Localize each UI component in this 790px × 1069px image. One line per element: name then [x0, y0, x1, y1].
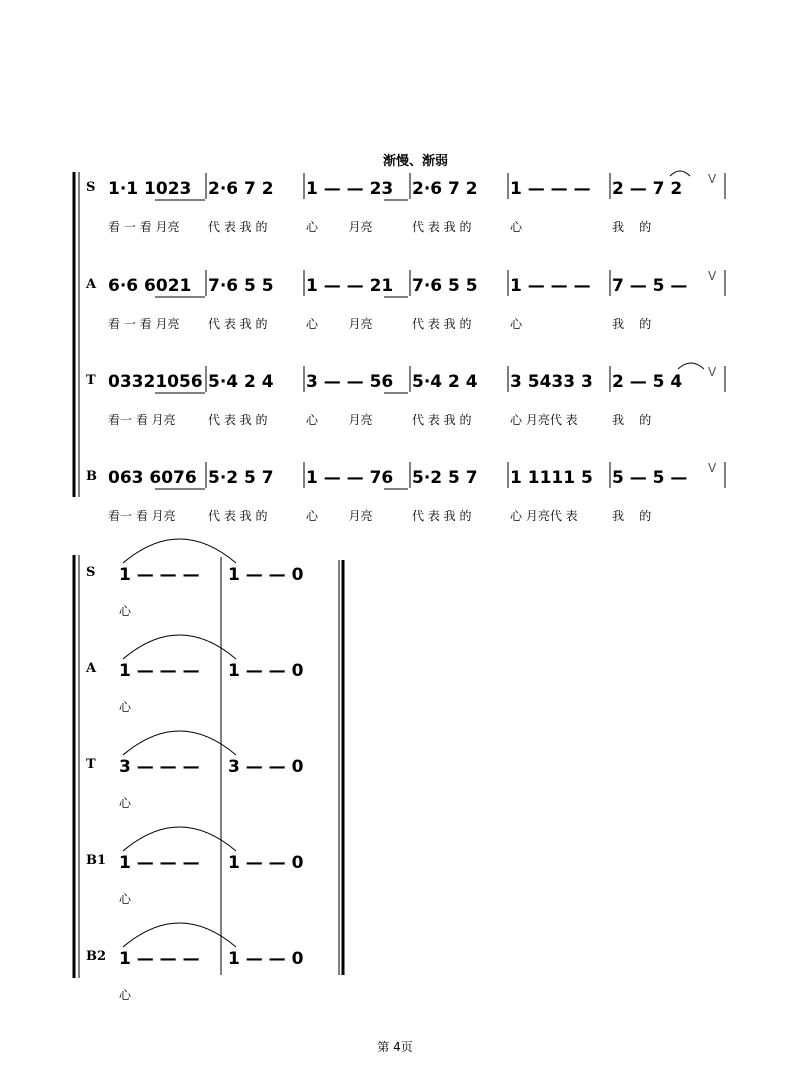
page-number: 第 4页: [377, 1040, 413, 1054]
measure-notes: 7 — 5 —: [612, 276, 688, 296]
measure-notes: 1 — — —: [119, 661, 200, 681]
measure-notes: 2·6 7 2: [208, 179, 274, 199]
lyric-line: 代 表 我 的: [412, 220, 472, 234]
measure-notes: 1 — — 21: [306, 276, 394, 296]
part-label: B1: [86, 853, 107, 868]
measure-notes: 063 6076: [108, 468, 197, 488]
tie-arc: [123, 539, 236, 563]
measure-notes: 1 — — —: [510, 276, 591, 296]
tempo-marking: 渐慢、渐弱: [383, 154, 449, 169]
lyric-line: 代 表 我 的: [412, 509, 472, 523]
measure-notes: 7·6 5 5: [208, 276, 274, 296]
measure-notes: 3 5433 3: [510, 372, 593, 392]
measure-notes: 1 — — 76: [306, 468, 394, 488]
measure-notes: 5 — 5 —: [612, 468, 688, 488]
measure-notes: 3 — — 0: [228, 757, 304, 777]
measure-notes: 2 — 7 2: [612, 179, 683, 199]
lyric-line: 心 月亮代 表: [510, 509, 578, 523]
part-label: A: [86, 277, 97, 292]
lyric-line: 看 一 看 月亮: [108, 220, 180, 234]
lyric-line: 我 的: [612, 509, 652, 523]
lyric-line: 心 月亮: [306, 413, 373, 427]
part-label: B: [86, 469, 97, 484]
breath-mark: V: [708, 461, 717, 475]
measure-notes: 1 — — —: [510, 179, 591, 199]
tie-arc: [670, 171, 690, 176]
lyric-line: 心 月亮代 表: [510, 413, 578, 427]
part-label: S: [86, 180, 96, 195]
lyric-line: 代 表 我 的: [412, 413, 472, 427]
measure-notes: 1 — — 0: [228, 853, 304, 873]
part-label: B2: [86, 949, 107, 964]
lyric-line: 看一 看 月亮: [108, 413, 176, 427]
measure-notes: 1 — — 0: [228, 661, 304, 681]
part-label: S: [86, 565, 96, 580]
measure-notes: 5·2 5 7: [412, 468, 478, 488]
measure-notes: 5·4 2 4: [412, 372, 478, 392]
measure-notes: 5·2 5 7: [208, 468, 274, 488]
lyric-line: 心: [119, 796, 132, 810]
lyric-line: 心 月亮: [306, 317, 373, 331]
tie-arc: [123, 923, 236, 947]
measure-notes: 1 — — —: [119, 565, 200, 585]
lyric-line: 心: [510, 220, 523, 234]
lyric-line: 代 表 我 的: [208, 509, 268, 523]
breath-mark: V: [708, 172, 717, 186]
lyric-line: 我 的: [612, 220, 652, 234]
lyric-line: 代 表 我 的: [208, 413, 268, 427]
measure-notes: 1 — — 23: [306, 179, 394, 199]
measure-notes: 1 — — 0: [228, 949, 304, 969]
lyric-line: 心: [119, 700, 132, 714]
lyric-line: 代 表 我 的: [208, 317, 268, 331]
measure-notes: 3 — — 56: [306, 372, 394, 392]
measure-notes: 1 — — —: [119, 853, 200, 873]
measure-notes: 6·6 6021: [108, 276, 192, 296]
lyric-line: 心: [119, 892, 132, 906]
breath-mark: V: [708, 365, 717, 379]
part-label: T: [86, 373, 96, 388]
measure-notes: 7·6 5 5: [412, 276, 478, 296]
measure-notes: 2 — 5 4: [612, 372, 683, 392]
lyric-line: 我 的: [612, 317, 652, 331]
part-label: T: [86, 757, 96, 772]
measure-notes: 1 — — 0: [228, 565, 304, 585]
lyric-line: 看一 看 月亮: [108, 509, 176, 523]
measure-notes: 1 — — —: [119, 949, 200, 969]
tie-arc: [123, 635, 236, 659]
breath-mark: V: [708, 269, 717, 283]
measure-notes: 1 1111 5: [510, 468, 593, 488]
lyric-line: 看 一 看 月亮: [108, 317, 180, 331]
lyric-line: 我 的: [612, 413, 652, 427]
part-label: A: [86, 661, 97, 676]
lyric-line: 代 表 我 的: [412, 317, 472, 331]
lyric-line: 心: [119, 604, 132, 618]
lyric-line: 代 表 我 的: [208, 220, 268, 234]
tie-arc: [123, 827, 236, 851]
measure-notes: 1·1 1023: [108, 179, 192, 199]
measure-notes: 5·4 2 4: [208, 372, 274, 392]
measure-notes: 3 — — —: [119, 757, 200, 777]
tie-arc: [678, 363, 704, 369]
lyric-line: 心: [510, 317, 523, 331]
lyric-line: 心 月亮: [306, 509, 373, 523]
measure-notes: 03321056: [108, 372, 203, 392]
measure-notes: 2·6 7 2: [412, 179, 478, 199]
lyric-line: 心 月亮: [306, 220, 373, 234]
tie-arc: [123, 731, 236, 755]
lyric-line: 心: [119, 988, 132, 1002]
